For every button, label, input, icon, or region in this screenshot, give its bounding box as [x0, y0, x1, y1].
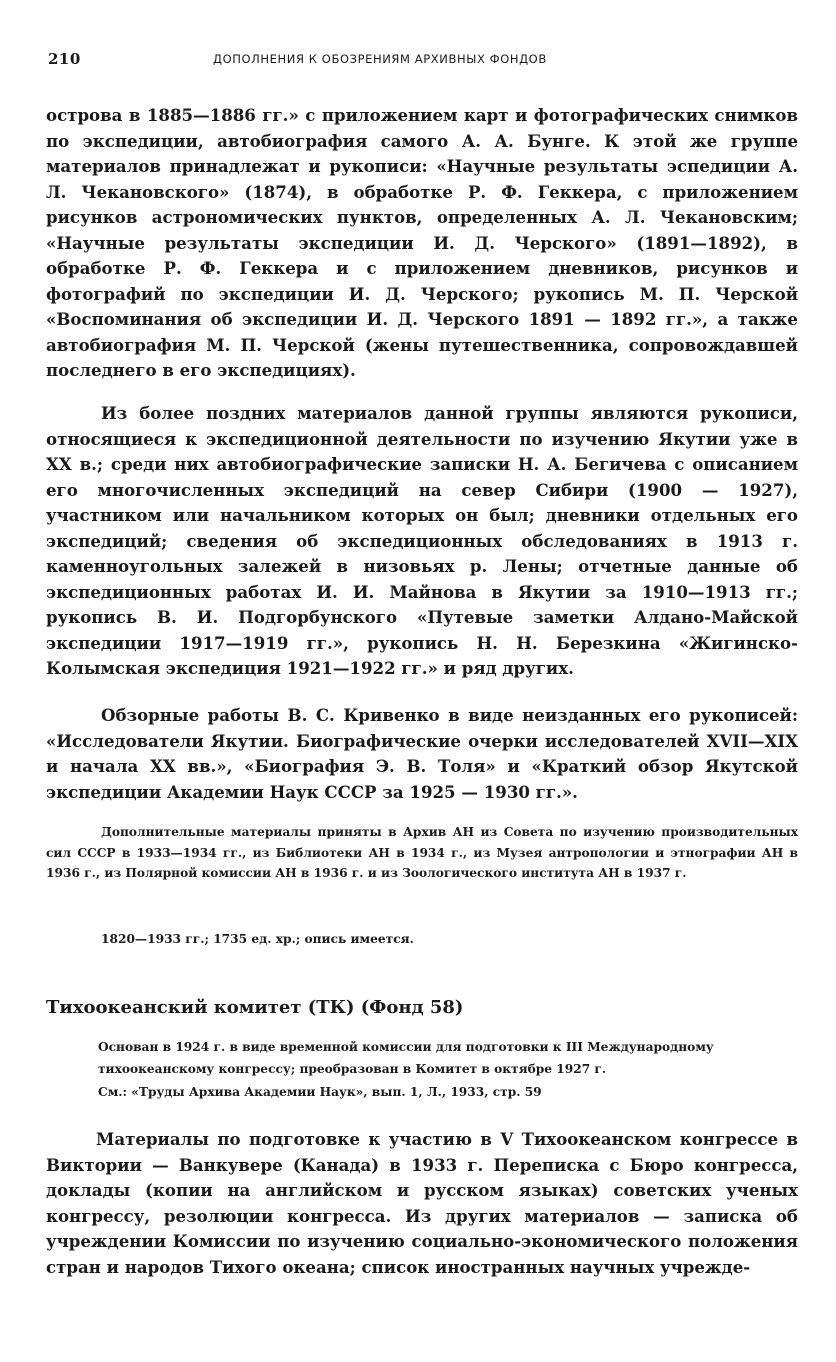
section-title: Тихоокеанский комитет (ТК) (Фонд 58)	[46, 997, 464, 1018]
paragraph-congress-materials: Материалы по подготовке к участию в V Тихоокеанском конгрессе в Виктории — Ванкувере (Канада) в 1933 г. Переписка с Бюро конгресса, доклады (копии на английском и русском языках) советских ученых конгрессу, резолюции конгресса. Из других материалов — записка об учреждении Комиссии по изучению социально-экономического положения стран и народов Тихого океана; список иностранных научных учрежде-	[46, 1129, 798, 1277]
page-number: 210	[48, 50, 81, 68]
section-founded-note: Основан в 1924 г. в виде временной комиссии для подготовки к III Международному тихоокеанскому конгрессу; преобразован в Комитет в октябре 1927 г.	[98, 1040, 714, 1076]
paragraph-survey-works: Обзорные работы В. С. Кривенко в виде неизданных его рукописей: «Исследователи Якутии. Биографические очерки исследователей XVII—XIX и начала XX вв.», «Биография Э. В. Толя» и «Краткий обзор Якутской экспедиции Академии Наук СССР за 1925 — 1930 гг.».	[46, 705, 798, 802]
section-reference-note: См.: «Труды Архива Академии Наук», вып. 1, Л., 1933, стр. 59	[98, 1085, 542, 1099]
running-head: ДОПОЛНЕНИЯ К ОБОЗРЕНИЯМ АРХИВНЫХ ФОНДОВ	[213, 52, 547, 66]
paragraph-later-materials: Из более поздних материалов данной группы являются рукописи, относящиеся к экспедиционной деятельности по изучению Якутии уже в XX в.; среди них автобиографические записки Н. А. Бегичева с описанием его многочисленных экспедиций на север Сибири (1900 — 1927), участником или начальником которых он был; дневники отдельных его экспедиций; сведения об экспедиционных обследованиях в 1913 г. каменноугольных залежей в низовьях р. Лены; отчетные данные об экспедиционных работах И. И. Майнова в Якутии за 1910—1913 гг.; рукопись В. И. Подгорбунского «Путевые заметки Алдано-Майской экспедиции 1917—1919 гг.», рукопись Н. Н. Березкина «Жигинско-Колымская экспедиция 1921—1922 гг.» и ряд других.	[46, 403, 798, 678]
note-volume: 1820—1933 гг.; 1735 ед. хр.; опись имеется.	[101, 932, 414, 946]
page-header	[48, 50, 798, 74]
note-additional-materials: Дополнительные материалы приняты в Архив АН из Совета по изучению производительных сил СССР в 1933—1934 гг., из Библиотеки АН в 1934 г., из Музея антропологии и этнографии АН в 1936 г., из Полярной комиссии АН в 1936 г. и из Зоологического института АН в 1937 г.	[46, 825, 798, 880]
paragraph-continued: острова в 1885—1886 гг.» с приложением карт и фотографических снимков по экспедиции, автобиография самого А. А. Бунге. К этой же группе материалов принадлежат и рукописи: «Научные результаты эспедиции А. Л. Чекановского» (1874), в обработке Р. Ф. Геккера, с приложением рисунков астрономических пунктов, определенных А. Л. Чекановским; «Научные результаты экспедиции И. Д. Черского» (1891—1892), в обработке Р. Ф. Геккера и с приложением дневников, рисунков и фотографий по экспедиции И. Д. Черского; рукопись М. П. Черской «Воспоминания об экспедиции И. Д. Черского 1891 — 1892 гг.», а также автобиография М. П. Черской (жены путешественника, сопровождавшей последнего в его экспедициях).	[46, 105, 798, 380]
